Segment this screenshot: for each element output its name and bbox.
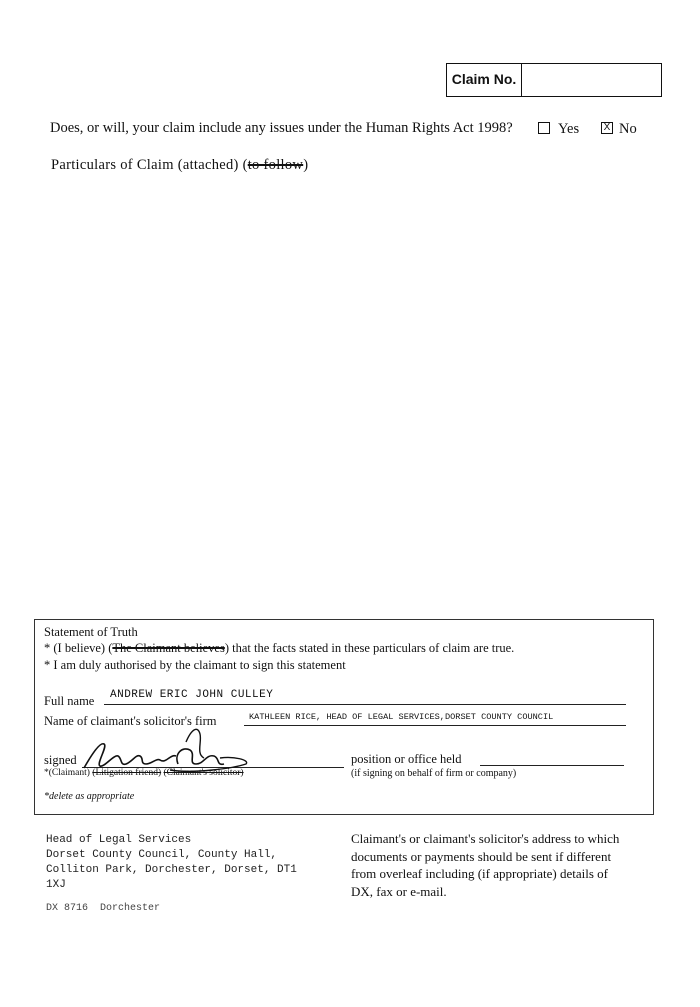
no-label: No [619, 121, 637, 137]
statement-line-2: * I am duly authorised by the claimant to sign this statement [44, 658, 346, 672]
firm-rule [244, 725, 626, 726]
signatory-roles [44, 768, 244, 778]
claim-number-label: Claim No. [447, 64, 522, 96]
signed-label: signed [44, 753, 77, 767]
address-line: Head of Legal Services [46, 834, 192, 846]
particulars-end: ) [303, 157, 309, 173]
position-label: position or office held [351, 752, 462, 766]
particulars-struck: to follow [247, 157, 304, 173]
address-block [46, 833, 297, 893]
statement-line-1-prefix: * (I believe) ( [44, 641, 113, 655]
particulars-text: Particulars of Claim (attached) ( [51, 157, 248, 173]
role-claimant: *(Claimant) [44, 768, 90, 778]
statement-line-1-struck: The Claimant believes [112, 641, 225, 655]
no-checkbox[interactable]: X [601, 122, 613, 134]
role-litigation-friend: (Litigation friend) [92, 768, 162, 778]
claim-number-box [446, 63, 662, 97]
address-line: Dorset County Council, County Hall, [46, 849, 278, 861]
full-name-value[interactable]: ANDREW ERIC JOHN CULLEY [110, 689, 274, 701]
dx-number: DX 8716 [46, 903, 89, 914]
delete-note: *delete as appropriate [44, 791, 135, 802]
dx-place: Dorchester [100, 903, 161, 914]
full-name-label: Full name [44, 694, 95, 708]
yes-checkbox[interactable] [538, 122, 550, 134]
firm-value[interactable]: KATHLEEN RICE, HEAD OF LEGAL SERVICES,DORSET COUNTY COUNCIL [249, 712, 554, 722]
human-rights-question: Does, or will, your claim include any issues under the Human Rights Act 1998? [50, 120, 513, 136]
statement-heading: Statement of Truth [44, 625, 138, 639]
statement-line-1-suffix: ) that the facts stated in these particulars of claim are true. [224, 641, 515, 655]
address-note: Claimant's or claimant's solicitor's address to which documents or payments should be sent if different from overleaf including (if appropriate) details of DX, fax or e-mail. [351, 831, 620, 899]
full-name-rule [104, 704, 626, 705]
yes-label: Yes [558, 121, 580, 137]
statement-line-1 [44, 641, 514, 656]
firm-label: Name of claimant's solicitor's firm [44, 714, 217, 728]
dx-line [46, 903, 160, 914]
address-line: Colliton Park, Dorchester, Dorset, DT1 [46, 864, 297, 876]
role-solicitor: (Claimant's solicitor) [163, 768, 244, 778]
position-rule[interactable] [480, 765, 624, 766]
address-line: 1XJ [46, 879, 66, 891]
particulars-of-claim [51, 157, 308, 174]
if-signing-note: (if signing on behalf of firm or company) [351, 768, 517, 779]
